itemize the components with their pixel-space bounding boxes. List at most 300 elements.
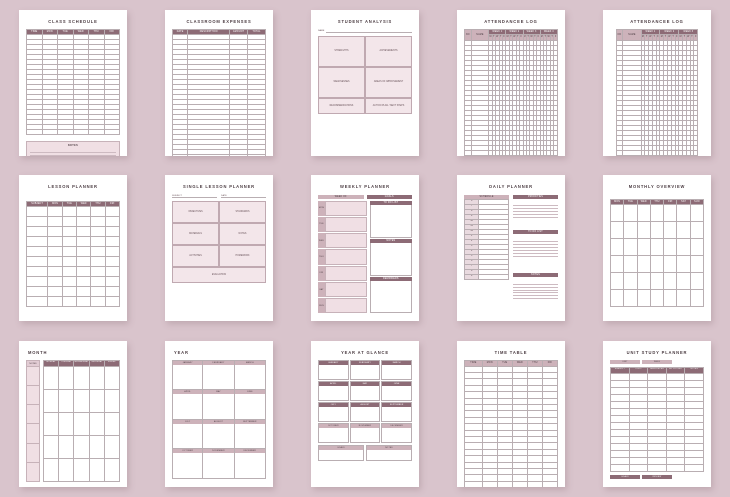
page-title: ATTENDANCEE LOG <box>630 18 684 24</box>
col-tuesday: TUESDAY <box>59 361 74 366</box>
cell[interactable] <box>48 206 62 216</box>
day-cell[interactable] <box>325 282 367 297</box>
cell[interactable] <box>685 373 704 380</box>
day-label: THU <box>318 249 325 264</box>
day-cell[interactable] <box>677 204 690 221</box>
day-label: WED <box>318 233 325 248</box>
panel-title: TO DO LIST <box>370 201 412 205</box>
panel-todo[interactable] <box>370 201 412 238</box>
day-cell[interactable] <box>325 266 367 281</box>
hour-label: 2 <box>465 239 479 244</box>
table-row[interactable] <box>611 387 704 394</box>
table-row[interactable] <box>27 226 120 236</box>
month-label: APRIL <box>319 382 348 386</box>
page-title: LESSON PLANNER <box>48 184 98 190</box>
schedule-label: SCHEDULE <box>464 195 509 199</box>
hour-label: 5 <box>465 254 479 259</box>
table-row[interactable] <box>611 443 704 450</box>
group-week-3: WEEK 3 <box>679 29 698 34</box>
panel-reminders[interactable] <box>370 277 412 314</box>
analysis-quadrants <box>318 36 412 98</box>
page-cell <box>146 331 292 497</box>
block-activities[interactable]: ACTIVITIES <box>172 245 219 267</box>
month-block[interactable] <box>318 360 349 380</box>
day-cell[interactable] <box>325 233 367 248</box>
day-cell[interactable] <box>325 298 367 313</box>
page-cell <box>438 331 584 497</box>
section-priorities[interactable] <box>513 195 558 229</box>
month-block[interactable] <box>172 360 203 390</box>
col-day: T <box>653 36 656 39</box>
month-label: JUNE <box>382 382 411 386</box>
quadrant-achievements[interactable]: ACHIEVEMENTS <box>365 36 412 67</box>
col-day: T <box>683 36 686 39</box>
cell[interactable] <box>89 130 105 135</box>
time-table[interactable] <box>464 360 558 487</box>
month-block[interactable] <box>318 402 349 422</box>
col-day: F <box>503 36 506 39</box>
cell[interactable] <box>105 206 119 216</box>
lesson-planner-table[interactable] <box>26 201 120 307</box>
table-row[interactable] <box>465 274 509 279</box>
table-row[interactable] <box>27 256 120 266</box>
block-evaluation[interactable]: EVALUATION <box>172 267 266 283</box>
page-month[interactable] <box>19 341 127 487</box>
col-mon: MON <box>42 29 58 34</box>
block-objectives[interactable]: OBJECTIVES <box>172 201 219 223</box>
col-topic: TOPIC <box>629 368 648 373</box>
table-row[interactable] <box>611 429 704 436</box>
month-block[interactable] <box>350 423 381 443</box>
col-thursday: THURSDAY <box>89 361 104 366</box>
col-day: T <box>645 36 648 39</box>
month-label: JULY <box>319 403 348 407</box>
cell[interactable] <box>104 130 120 135</box>
page-title: YEAR <box>174 350 189 356</box>
day-cell[interactable] <box>325 217 367 232</box>
week-row[interactable] <box>44 389 120 412</box>
col-day: W <box>530 36 533 39</box>
quadrant-recommendations[interactable]: RECOMMENDATIONS <box>318 98 365 114</box>
goals-label: GOALS <box>367 195 413 199</box>
day-cell[interactable] <box>44 366 59 389</box>
page-class-schedule[interactable] <box>19 10 127 156</box>
weekly-days <box>318 201 367 314</box>
table-row[interactable] <box>611 464 704 471</box>
quadrant-action-plan[interactable]: ACTION PLAN / NEXT STEPS <box>365 98 412 114</box>
monthly-overview-table[interactable] <box>610 199 704 307</box>
month-label: MARCH <box>235 361 265 365</box>
page-single-lesson-planner[interactable] <box>165 175 273 321</box>
col-wed: WED <box>637 199 650 204</box>
block-homework[interactable]: HOMEWORK <box>219 245 266 267</box>
col-wed: WED <box>73 29 89 34</box>
footer-label: GOALS <box>319 446 363 450</box>
table-row[interactable] <box>27 266 120 276</box>
col-day: W <box>496 36 499 39</box>
month-block[interactable] <box>235 420 266 450</box>
name-input[interactable] <box>326 29 412 33</box>
col-day: M <box>679 36 682 39</box>
hour-label: 11 <box>465 224 479 229</box>
page-cell <box>292 331 438 497</box>
table-row[interactable] <box>611 450 704 457</box>
week-row[interactable] <box>611 238 704 255</box>
month-label: SEPTEMBER <box>382 403 411 407</box>
table-row[interactable] <box>27 286 120 296</box>
month-block[interactable] <box>381 381 412 401</box>
page-cell <box>292 0 438 166</box>
page-title: STUDENT ANALYSIS <box>337 18 393 24</box>
col-fri: FRI <box>542 361 557 366</box>
block-materials[interactable]: MATERIALS <box>172 223 219 245</box>
page-classroom-expenses[interactable] <box>165 10 273 156</box>
col-thu: THU <box>91 201 105 206</box>
section-lines[interactable] <box>513 203 558 229</box>
day-cell[interactable] <box>690 204 703 221</box>
page-cell <box>584 331 730 497</box>
notes-slot[interactable] <box>27 444 39 463</box>
month-block[interactable] <box>172 420 203 450</box>
cell[interactable] <box>248 155 266 156</box>
notes-slot[interactable] <box>27 386 39 405</box>
cell[interactable] <box>77 206 91 216</box>
subject-field[interactable]: SUBJECT <box>172 195 217 198</box>
day-cell[interactable] <box>74 366 89 389</box>
panel-notes[interactable] <box>370 239 412 276</box>
hour-label: 4 <box>465 249 479 254</box>
notes-box[interactable] <box>26 141 120 156</box>
day-cell[interactable] <box>104 366 119 389</box>
table-row[interactable] <box>611 380 704 387</box>
attendance-log-table[interactable] <box>464 29 558 156</box>
table-row[interactable] <box>611 408 704 415</box>
cell[interactable] <box>629 373 648 380</box>
section-notes[interactable] <box>513 273 558 314</box>
section-todo[interactable] <box>513 230 558 271</box>
day-label: FRI <box>318 266 325 281</box>
day-cell[interactable] <box>59 366 74 389</box>
month-label: DECEMBER <box>235 449 265 453</box>
col-monday: MONDAY <box>44 361 59 366</box>
hour-label: 6 <box>465 199 479 204</box>
cell[interactable] <box>73 130 89 135</box>
col-thu: THU <box>527 361 542 366</box>
attendance-log-table-2[interactable] <box>616 29 699 156</box>
footer-notes[interactable] <box>366 445 412 461</box>
month-block[interactable] <box>381 423 412 443</box>
classroom-expenses-table[interactable] <box>172 29 266 156</box>
notes-slot[interactable] <box>27 405 39 424</box>
analysis-footer <box>318 98 412 114</box>
table-row[interactable] <box>27 296 120 306</box>
cell[interactable] <box>42 130 58 135</box>
table-row[interactable] <box>611 415 704 422</box>
week-row[interactable] <box>44 435 120 458</box>
notes-lines <box>30 152 116 156</box>
page-cell <box>0 0 146 166</box>
col-day: M <box>506 36 509 39</box>
band-week: WEEK <box>642 360 672 364</box>
month-block[interactable] <box>350 402 381 422</box>
table-row[interactable] <box>27 206 120 216</box>
group-week-1: WEEK 1 <box>489 29 506 34</box>
week-row[interactable] <box>611 204 704 221</box>
page-title: ATTENDANCEE LOG <box>484 18 538 24</box>
col-day: T <box>527 36 529 39</box>
col-friday: FRIDAY <box>104 361 119 366</box>
hour-label: 12 <box>465 229 479 234</box>
day-row-sat[interactable] <box>318 282 367 297</box>
section-lines[interactable] <box>513 281 558 314</box>
block-notes[interactable]: NOTES <box>219 223 266 245</box>
hour-label: 10 <box>465 219 479 224</box>
col-no: NO <box>465 29 472 40</box>
month-label: JULY <box>173 420 202 424</box>
month-label: FEBRUARY <box>203 361 233 365</box>
hour-label: 9 <box>465 274 479 279</box>
day-row-mon[interactable] <box>318 201 367 216</box>
table-row[interactable] <box>27 130 120 135</box>
col-day: F <box>695 36 697 39</box>
hour-label: 1 <box>465 234 479 239</box>
glance-footer <box>318 445 412 461</box>
col-day: M <box>660 36 663 39</box>
unit-study-table[interactable] <box>610 367 704 471</box>
month-grid[interactable] <box>43 360 120 481</box>
page-title: SINGLE LESSON PLANNER <box>183 184 255 190</box>
month-block[interactable] <box>203 420 234 450</box>
panel-body[interactable] <box>370 243 412 276</box>
week-row[interactable] <box>611 221 704 238</box>
month-block[interactable] <box>235 360 266 390</box>
page-lesson-planner[interactable] <box>19 175 127 321</box>
week-row[interactable] <box>44 412 120 435</box>
page-cell <box>0 331 146 497</box>
cell[interactable] <box>188 155 230 156</box>
col-amount: AMOUNT <box>230 29 248 34</box>
page-weekly-planner[interactable] <box>311 175 419 321</box>
col-day: M <box>523 36 526 39</box>
col-day: T <box>664 36 667 39</box>
month-label: MAY <box>203 390 233 394</box>
table-row[interactable] <box>27 276 120 286</box>
footer-label: NOTES <box>367 446 411 450</box>
page-title: WEEKLY PLANNER <box>340 184 390 190</box>
table-row[interactable] <box>616 155 698 156</box>
month-block[interactable] <box>350 381 381 401</box>
week-row[interactable] <box>611 272 704 289</box>
table-row[interactable] <box>611 436 704 443</box>
weekly-header <box>318 195 412 199</box>
col-thu: THU <box>89 29 105 34</box>
cell[interactable] <box>666 373 685 380</box>
col-day: T <box>534 36 536 39</box>
week-row[interactable] <box>44 366 120 389</box>
page-cell <box>584 166 730 332</box>
col-total: TOTAL <box>248 29 266 34</box>
year-month-grid <box>172 360 266 479</box>
day-cell[interactable] <box>325 249 367 264</box>
month-block[interactable] <box>318 423 349 443</box>
col-day: W <box>649 36 652 39</box>
col-day: T <box>691 36 693 39</box>
block-standards[interactable]: STANDARDS <box>219 201 266 223</box>
day-cell[interactable] <box>664 204 677 221</box>
col-tue: TUE <box>497 361 512 366</box>
month-block[interactable] <box>203 449 234 479</box>
day-row-wed[interactable] <box>318 233 367 248</box>
cell[interactable] <box>58 130 74 135</box>
daily-body <box>464 195 558 314</box>
col-mon: MON <box>48 201 62 206</box>
month-block[interactable] <box>381 402 412 422</box>
day-cell[interactable] <box>624 204 637 221</box>
cell[interactable] <box>27 130 43 135</box>
week-row[interactable] <box>611 289 704 306</box>
quadrant-areas-of-improvement[interactable]: AREAS OF IMPROVEMENT <box>365 67 412 98</box>
table-row[interactable] <box>611 373 704 380</box>
page-cell <box>584 0 730 166</box>
col-day: W <box>547 36 550 39</box>
page-student-analysis[interactable] <box>311 10 419 156</box>
table-row[interactable] <box>27 246 120 256</box>
month-label: JANUARY <box>173 361 202 365</box>
day-label: MON <box>318 201 325 216</box>
schedule-table[interactable] <box>464 199 509 280</box>
page-attendance-log-1[interactable] <box>457 10 565 156</box>
col-day: F <box>520 36 523 39</box>
notes-slot[interactable] <box>27 424 39 443</box>
month-block[interactable] <box>381 360 412 380</box>
table-row[interactable] <box>465 481 558 487</box>
day-row-thu[interactable] <box>318 249 367 264</box>
col-name: NAME <box>623 29 641 40</box>
hour-label: 8 <box>465 269 479 274</box>
notes-sidebar[interactable] <box>26 360 40 481</box>
day-row-sun[interactable] <box>318 298 367 313</box>
cell[interactable] <box>173 155 188 156</box>
hour-label: 7 <box>465 264 479 269</box>
month-block[interactable] <box>235 449 266 479</box>
table-row[interactable] <box>611 422 704 429</box>
hour-label: 9 <box>465 214 479 219</box>
table-row[interactable] <box>27 236 120 246</box>
table-row[interactable] <box>173 155 266 156</box>
footer-goals: GOALS <box>610 475 640 479</box>
col-day: F <box>554 36 557 39</box>
week-row[interactable] <box>611 255 704 272</box>
table-row[interactable] <box>611 394 704 401</box>
cell[interactable] <box>27 206 48 216</box>
cell[interactable] <box>62 206 76 216</box>
month-label: AUGUST <box>203 420 233 424</box>
cell[interactable] <box>91 206 105 216</box>
day-row-fri[interactable] <box>318 266 367 281</box>
page-attendance-log-2[interactable] <box>603 10 711 156</box>
notes-sidebar-label: NOTES <box>27 361 39 367</box>
name-field-row[interactable] <box>318 29 412 33</box>
month-block[interactable] <box>235 390 266 420</box>
month-label: FEBRUARY <box>351 361 380 365</box>
page-monthly-overview[interactable] <box>603 175 711 321</box>
page-time-table[interactable] <box>457 341 565 487</box>
day-cell[interactable] <box>637 204 650 221</box>
day-cell[interactable] <box>650 204 663 221</box>
class-schedule-table[interactable] <box>26 29 120 135</box>
col-sun: SUN <box>690 199 703 204</box>
month-block[interactable] <box>172 390 203 420</box>
day-cell[interactable] <box>611 204 624 221</box>
week-of-label: WEEK OF <box>318 195 364 199</box>
notes-slot[interactable] <box>27 367 39 386</box>
day-label: SUN <box>318 298 325 313</box>
day-cell[interactable] <box>325 201 367 216</box>
hour-label: 8 <box>465 209 479 214</box>
day-label: SAT <box>318 282 325 297</box>
month-label: NOVEMBER <box>351 424 380 428</box>
quadrant-weaknesses[interactable]: WEAKNESSES <box>318 67 365 98</box>
col-subject: SUBJECT <box>27 201 48 206</box>
week-row[interactable] <box>44 458 120 481</box>
month-block[interactable] <box>318 381 349 401</box>
section-lines[interactable] <box>513 238 558 271</box>
weekly-body <box>318 201 412 314</box>
panel-title: NOTES <box>370 239 412 243</box>
page-year-at-glance[interactable] <box>311 341 419 487</box>
day-cell[interactable] <box>89 366 104 389</box>
col-day: T <box>551 36 553 39</box>
quadrant-strengths[interactable]: STRENGTHS <box>318 36 365 67</box>
cell[interactable] <box>648 373 667 380</box>
page-cell <box>292 166 438 332</box>
col-day: W <box>668 36 671 39</box>
col-fri: FRI <box>105 201 119 206</box>
col-wed: WED <box>77 201 91 206</box>
month-label: AUGUST <box>351 403 380 407</box>
cell[interactable] <box>611 373 630 380</box>
page-cell <box>438 0 584 166</box>
panel-body[interactable] <box>370 281 412 314</box>
hour-label: 6 <box>465 259 479 264</box>
unit-band <box>610 360 704 364</box>
panel-body[interactable] <box>370 205 412 238</box>
footer-goals[interactable] <box>318 445 364 461</box>
month-label: APRIL <box>173 390 202 394</box>
cell[interactable] <box>479 274 509 279</box>
page-year[interactable] <box>165 341 273 487</box>
day-row-tue[interactable] <box>318 217 367 232</box>
table-row[interactable] <box>27 216 120 226</box>
notes-slot[interactable] <box>27 463 39 481</box>
notes-label: NOTES <box>67 144 79 148</box>
page-unit-study-planner[interactable] <box>603 341 711 487</box>
month-block[interactable] <box>203 360 234 390</box>
field-row[interactable] <box>172 195 266 198</box>
table-row[interactable] <box>611 401 704 408</box>
unit-footer <box>610 475 704 479</box>
month-block[interactable] <box>350 360 381 380</box>
cell[interactable] <box>230 155 248 156</box>
month-block[interactable] <box>172 449 203 479</box>
date-field[interactable]: DATE <box>221 195 266 198</box>
weekly-side-panels <box>370 201 412 314</box>
table-row[interactable] <box>465 155 558 156</box>
table-row[interactable] <box>611 457 704 464</box>
month-block[interactable] <box>203 390 234 420</box>
page-daily-planner[interactable] <box>457 175 565 321</box>
page-title: CLASSROOM EXPENSES <box>186 18 252 24</box>
